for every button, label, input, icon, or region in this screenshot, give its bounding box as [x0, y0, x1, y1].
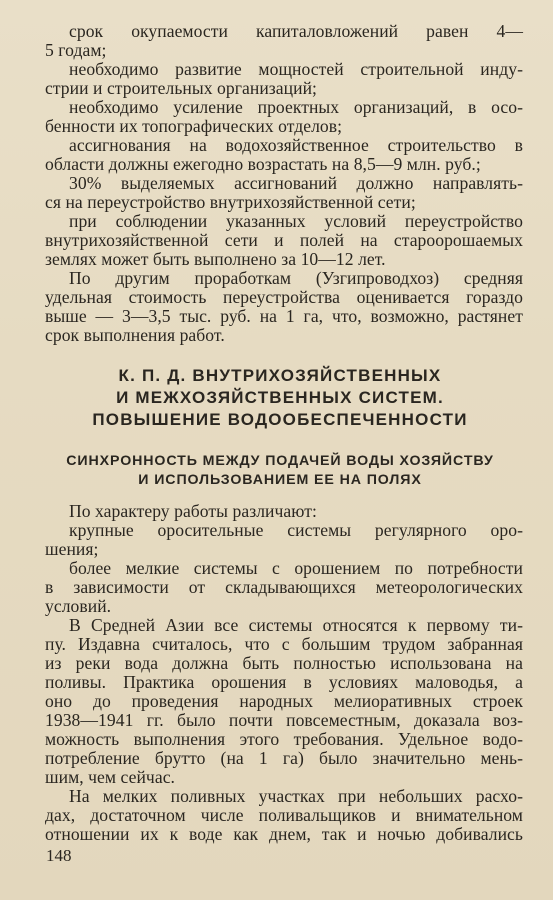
text-line: 30% выделяемых ассигнований должно направлять-: [69, 173, 523, 193]
text-line: более мелкие системы с орошением по потребности: [69, 558, 523, 578]
section-heading-line-2: И МЕЖХОЗЯЙСТВЕННЫХ СИСТЕМ.: [116, 388, 444, 407]
text-line: На мелких поливных участках при небольших расхо-: [69, 786, 523, 806]
text-line: ассигнования на водохозяйственное строительство в: [69, 135, 523, 155]
text-line: можность выполнения этого требования. Удельное водо-: [45, 729, 523, 749]
text-line: дах, достаточном числе поливальщиков и внимательном: [45, 805, 523, 825]
text-line: ся на переустройство внутрихозяйственной сети;: [45, 192, 416, 212]
text-line: шения;: [45, 539, 99, 559]
text-line: из реки вода должна быть полностью использована на: [45, 653, 523, 673]
text-line: По другим проработкам (Узгипроводхоз) средняя: [69, 268, 523, 288]
text-line: стрии и строительных организаций;: [45, 78, 317, 98]
text-line: землях может быть выполнено за 10—12 лет.: [45, 249, 386, 269]
text-line: В Средней Азии все системы относятся к первому ти-: [69, 615, 523, 635]
text-line: 1938—1941 гг. было почти повсеместным, доказала воз-: [45, 710, 523, 730]
text-line: необходимо усиление проектных организаций, в осо-: [69, 97, 523, 117]
section-heading: [60, 365, 500, 431]
text-line: пу. Издавна считалось, что с большим трудом забранная: [45, 634, 523, 654]
text-line: потребление брутто (на 1 га) было значительно мень-: [45, 748, 523, 768]
text-line: шим, чем сейчас.: [45, 767, 175, 787]
text-line: в зависимости от складывающихся метеорологических: [45, 577, 523, 597]
section-heading-line-1: К. П. Д. ВНУТРИХОЗЯЙСТВЕННЫХ: [118, 366, 442, 385]
subsection-heading-line-1: СИНХРОННОСТЬ МЕЖДУ ПОДАЧЕЙ ВОДЫ ХОЗЯЙСТВУ: [66, 453, 494, 469]
text-line: оно до проведения народных мелиоративных строек: [45, 691, 523, 711]
text-line: выше — 3—3,5 тыс. руб. на 1 га, что, возможно, растянет: [45, 306, 523, 326]
text-line: условий.: [45, 596, 112, 616]
paragraph-block-top: [45, 22, 523, 345]
text-line: По характеру работы различают:: [69, 501, 317, 521]
subsection-heading-line-2: И ИСПОЛЬЗОВАНИЕМ ЕЕ НА ПОЛЯХ: [138, 472, 422, 488]
text-line: необходимо развитие мощностей строительной инду-: [69, 59, 523, 79]
text-line: 5 годам;: [45, 40, 107, 60]
text-line: срок окупаемости капиталовложений равен 4—: [69, 21, 523, 41]
subsection-heading: [60, 452, 500, 490]
text-line: поливы. Практика орошения в условиях маловодья, а: [45, 672, 523, 692]
text-line: крупные оросительные системы регулярного оро-: [69, 520, 523, 540]
text-line: срок выполнения работ.: [45, 325, 225, 345]
page-number: 148: [46, 846, 72, 865]
section-heading-line-3: ПОВЫШЕНИЕ ВОДООБЕСПЕЧЕННОСТИ: [92, 410, 468, 429]
text-line: внутрихозяйственной сети и полей на староорошаемых: [45, 230, 523, 250]
text-line: бенности их топографических отделов;: [45, 116, 343, 136]
text-line: отношении их к воде как днем, так и ночью добивались: [45, 824, 523, 844]
text-line: удельная стоимость переустройства оценивается гораздо: [45, 287, 523, 307]
text-line: области должны ежегодно возрастать на 8,5—9 млн. руб.;: [45, 154, 481, 174]
text-line: при соблюдении указанных условий переустройство: [69, 211, 523, 231]
paragraph-block-bottom: [45, 502, 523, 844]
